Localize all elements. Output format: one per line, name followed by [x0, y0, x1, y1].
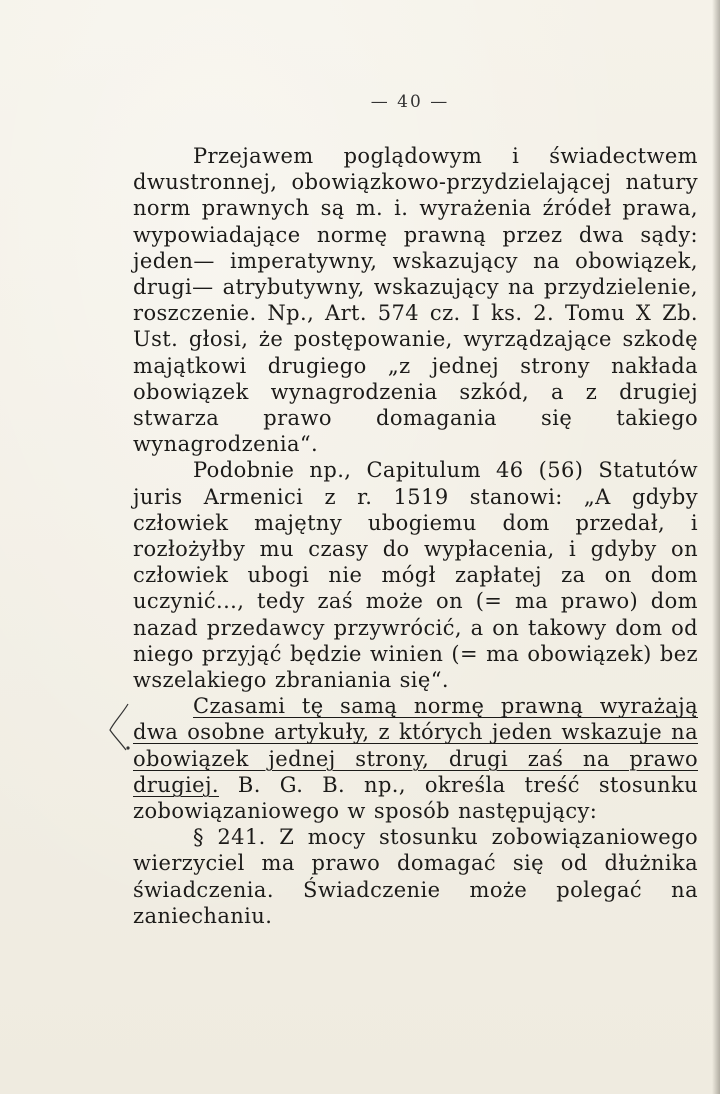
paragraph-2: Podobnie np., Capitulum 46 (56) Statutów juris Armenici z r. 1519 stanowi: „A gdyby człowiek majętny ubogiemu dom przedał, i rozłożyłby mu czasy do wypłacenia, i gdyby on człowiek ubogi nie mógł zapłatej za on dom uczynić..., tedy zaś może on (= ma prawo) dom nazad przedawcy przywrócić, a on takowy dom od niego przyjąć będzie winien (= ma obowiązek) bez wszelakiego zbraniania się“.	[133, 458, 698, 693]
paragraph-4: § 241. Z mocy stosunku zobowiązaniowego wierzyciel ma prawo domagać się od dłużnika świadczenia. Świadczenie może polegać na zaniechaniu.	[133, 825, 698, 928]
paragraph-3-underlined: Czasami tę samą normę prawną wyrażają dwa osobne artykuły, z których jeden wskazuje na obowiązek jednej strony, drugi zaś na prawo drugiej.	[133, 694, 698, 797]
paragraph-3	[133, 693, 698, 824]
body-text	[133, 143, 698, 929]
page-edge-shadow	[712, 0, 720, 1094]
page-number: — 40 —	[370, 92, 450, 112]
paragraph-3-rest: B. G. B. np., określa treść stosunku zobowiązaniowego w sposób następujący:	[133, 772, 698, 824]
paragraph-1: Przejawem poglądowym i świadectwem dwustronnej, obowiązkowo-przydzielającej natury norm prawnych są m. i. wyrażenia źródeł prawa, wypowiadające normę prawną przez dwa sądy: jeden— imperatywny, wskazujący na obowiązek, drugi— atrybutywny, wskazujący na przydzielenie, roszczenie. Np., Art. 574 cz. I ks. 2. Tomu X Zb. Ust. głosi, że postępowanie, wyrządzające szkodę majątkowi drugiego „z jednej strony nakłada obowiązek wynagrodzenia szkód, a z drugiej stwarza prawo domagania się takiego wynagrodzenia“.	[133, 144, 698, 457]
margin-bracket-mark	[108, 700, 134, 760]
